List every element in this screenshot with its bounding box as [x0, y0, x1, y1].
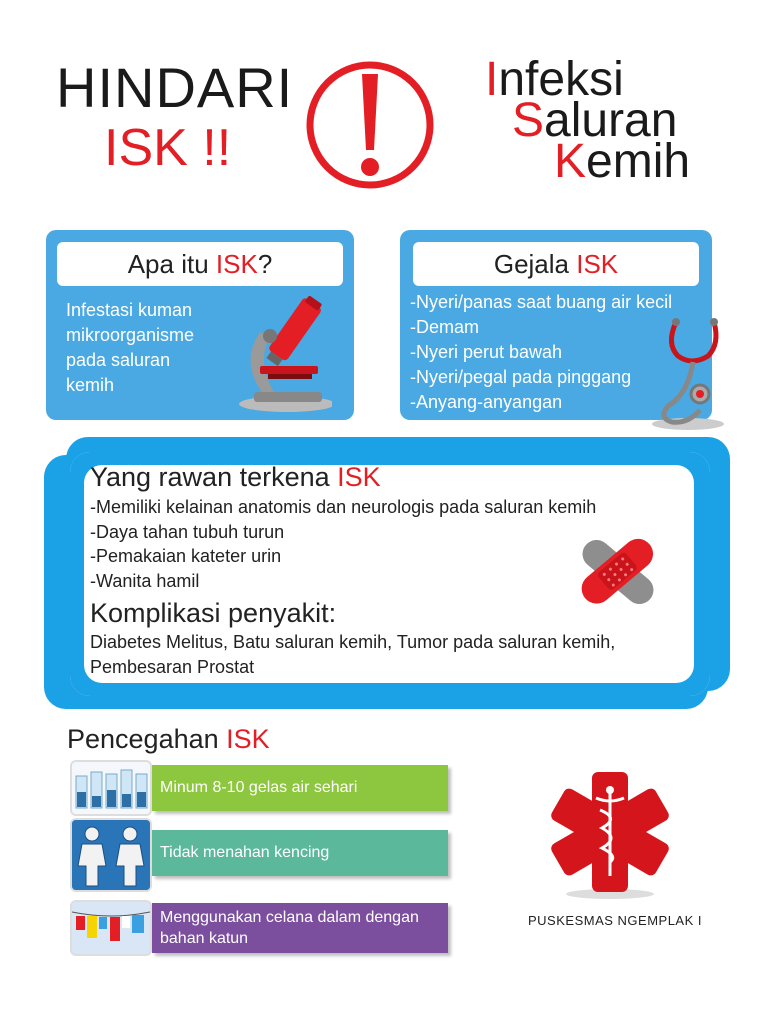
- alert-exclamation-icon: [305, 60, 435, 190]
- microscope-icon: [232, 292, 332, 414]
- prevention-item-cotton: Menggunakan celana dalam dengan bahan katun: [152, 903, 448, 953]
- people-icon: [70, 818, 152, 892]
- rawan-item: -Pemakaian kateter urin: [90, 546, 282, 566]
- apa-heading: Apa itu ISK ?: [57, 242, 343, 286]
- rawan-heading: Yang rawan terkena ISK: [90, 462, 381, 492]
- prevention-item-urinate: Tidak menahan kencing: [152, 830, 448, 876]
- rawan-item: -Wanita hamil: [90, 570, 200, 591]
- stethoscope-icon: [648, 314, 738, 432]
- komplikasi-heading: Komplikasi penyakit:: [90, 598, 337, 628]
- gejala-item: -Nyeri/panas saat buang air kecil: [410, 292, 673, 312]
- isk-word-saluran: Saluran: [512, 94, 678, 147]
- gejala-item: -Anyang-anyangan: [410, 392, 563, 412]
- pencegahan-heading: Pencegahan ISK: [67, 724, 270, 754]
- org-name: PUSKESMAS NGEMPLAK I: [528, 913, 702, 928]
- medical-star-icon: [540, 770, 680, 900]
- gejala-item: -Nyeri/pegal pada pinggang: [410, 367, 632, 387]
- gejala-item: -Nyeri perut bawah: [410, 342, 563, 362]
- glasses-icon: [70, 760, 152, 816]
- laundry-icon: [70, 900, 152, 956]
- apa-description: Infestasi kuman mikroorganisme pada saluran kemih: [66, 300, 195, 395]
- isk-word-kemih: Kemih: [554, 135, 691, 188]
- rawan-list: [90, 495, 596, 593]
- rawan-item: -Memiliki kelainan anatomis dan neurologis pada saluran kemih: [90, 497, 597, 517]
- title-hindari: HINDARI: [56, 56, 294, 119]
- komplikasi-text: Diabetes Melitus, Batu saluran kemih, Tumor pada saluran kemih, Pembesaran Prostat: [90, 632, 616, 677]
- bandage-icon: [570, 530, 666, 614]
- gejala-item: -Demam: [410, 317, 480, 337]
- gejala-heading: Gejala ISK: [413, 242, 699, 286]
- isk-word-infeksi: Infeksi: [485, 53, 624, 106]
- prevention-item-drink: Minum 8-10 gelas air sehari: [152, 765, 448, 811]
- rawan-item: -Daya tahan tubuh turun: [90, 521, 285, 542]
- title-isk: ISK !!: [104, 119, 232, 177]
